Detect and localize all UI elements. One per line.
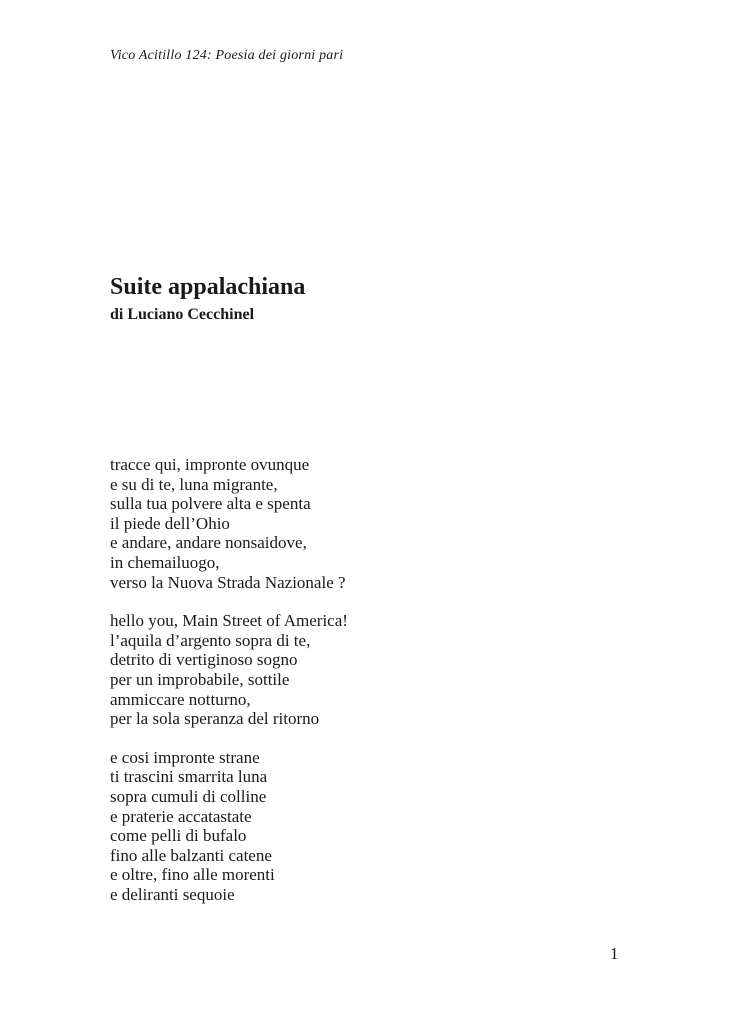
verse-line: verso la Nuova Strada Nazionale ? <box>110 572 346 592</box>
verse-line: sulla tua polvere alta e spenta <box>110 494 311 514</box>
stanza <box>110 455 630 592</box>
stanza <box>110 611 630 729</box>
verse-line: sopra cumuli di colline <box>110 786 267 806</box>
verse-line: l’aquila d’argento sopra di te, <box>110 630 311 650</box>
verse-line: detrito di vertiginoso sogno <box>110 650 298 670</box>
running-header: Vico Acitillo 124: Poesia dei giorni pari <box>110 48 344 63</box>
verse-line: ammiccare notturno, <box>110 689 251 709</box>
stanza <box>110 748 630 905</box>
poem-title: Suite appalachiana <box>110 274 306 300</box>
verse-line: e su di te, luna migrante, <box>110 474 278 494</box>
verse-line: e deliranti sequoie <box>110 884 235 904</box>
verse-line: hello you, Main Street of America! <box>110 611 348 631</box>
poem-body <box>110 455 630 923</box>
verse-line: fino alle balzanti catene <box>110 845 272 865</box>
verse-line: e oltre, fino alle morenti <box>110 865 275 885</box>
verse-line: e praterie accatastate <box>110 806 252 826</box>
verse-line: per la sola speranza del ritorno <box>110 709 320 729</box>
verse-line: il piede dell’Ohio <box>110 513 230 533</box>
poem-author: di Luciano Cecchinel <box>110 306 255 323</box>
verse-line: e cosi impronte strane <box>110 747 260 767</box>
verse-line: come pelli di bufalo <box>110 826 247 846</box>
page-number: 1 <box>610 944 619 963</box>
verse-line: in chemailuogo, <box>110 552 220 572</box>
verse-line: per un improbabile, sottile <box>110 669 290 689</box>
verse-line: tracce qui, impronte ovunque <box>110 455 310 474</box>
verse-line: ti trascini smarrita luna <box>110 767 268 787</box>
verse-line: e andare, andare nonsaidove, <box>110 533 307 553</box>
